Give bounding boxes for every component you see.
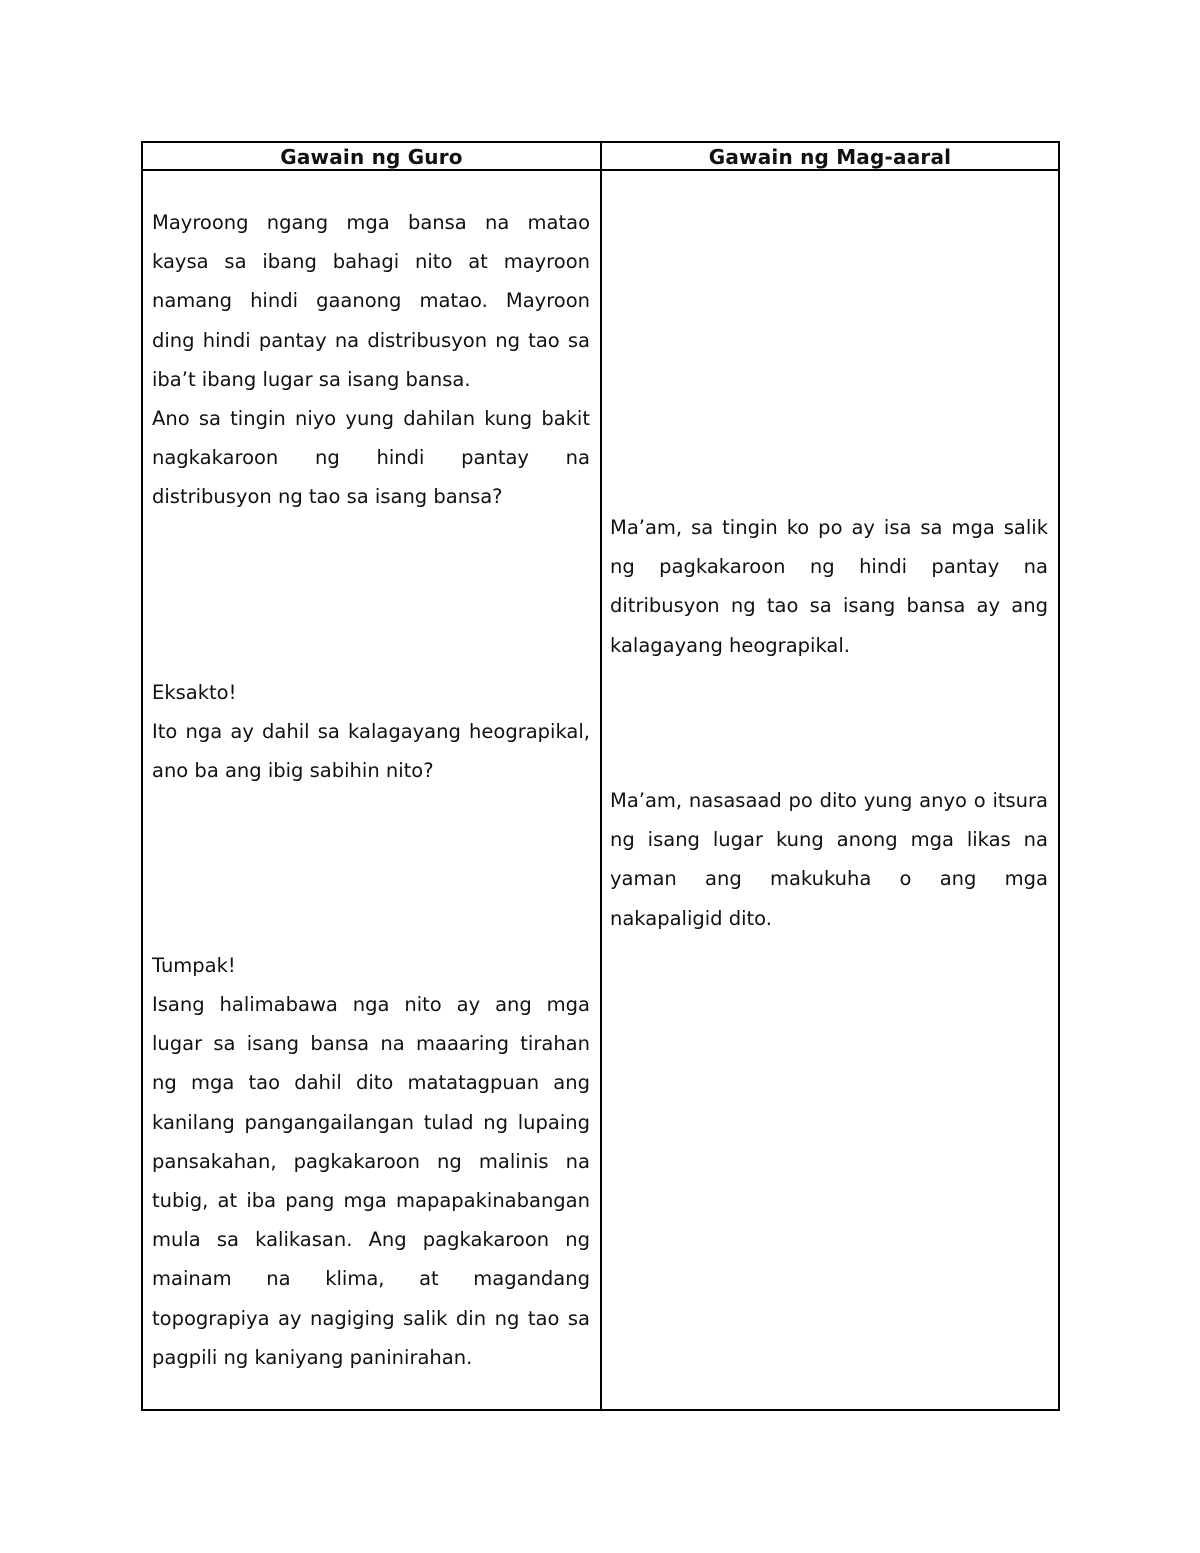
header-teacher-activity: Gawain ng Guro	[280, 145, 463, 169]
teacher-question-2: Ito nga ay dahil sa kalagayang heograpikal, ano ba ang ibig sabihin nito?	[152, 720, 590, 783]
student-answer-2: Ma’am, nasasaad po dito yung anyo o itsura ng isang lugar kung anong mga likas na yaman ang makukuha o ang mga nakapaligid dito.	[610, 789, 1048, 930]
teacher-response-1: Eksakto!	[152, 681, 237, 704]
teacher-intro-paragraph: Mayroong ngang mga bansa na matao kaysa sa ibang bahagi nito at mayroon namang hindi gaanong matao. Mayroon ding hindi pantay na distribusyon ng tao sa iba’t ibang lugar sa isang bansa.	[152, 211, 590, 391]
lesson-table	[141, 141, 1060, 1411]
teacher-question-1: Ano sa tingin niyo yung dahilan kung bakit nagkakaroon ng hindi pantay na distribusyon ng tao sa isang bansa?	[152, 407, 590, 509]
header-student-activity: Gawain ng Mag-aaral	[708, 145, 952, 169]
teacher-explanation-paragraph: Isang halimabawa nga nito ay ang mga lugar sa isang bansa na maaaring tirahan ng mga tao dahil dito matatagpuan ang kanilang pangangailangan tulad ng lupaing pansakahan, pagkakaroon ng malinis na tubig, at iba pang mga mapapakinabangan mula sa kalikasan. Ang pagkakaroon ng mainam na klima, at magandang topograpiya ay nagiging salik din ng tao sa pagpili ng kaniyang paninirahan.	[152, 993, 590, 1369]
student-answer-1: Ma’am, sa tingin ko po ay isa sa mga salik ng pagkakaroon ng hindi pantay na ditribusyon ng tao sa isang bansa ay ang kalagayang heograpikal.	[610, 516, 1048, 657]
teacher-response-2: Tumpak!	[152, 954, 236, 977]
column-divider	[600, 143, 602, 1409]
